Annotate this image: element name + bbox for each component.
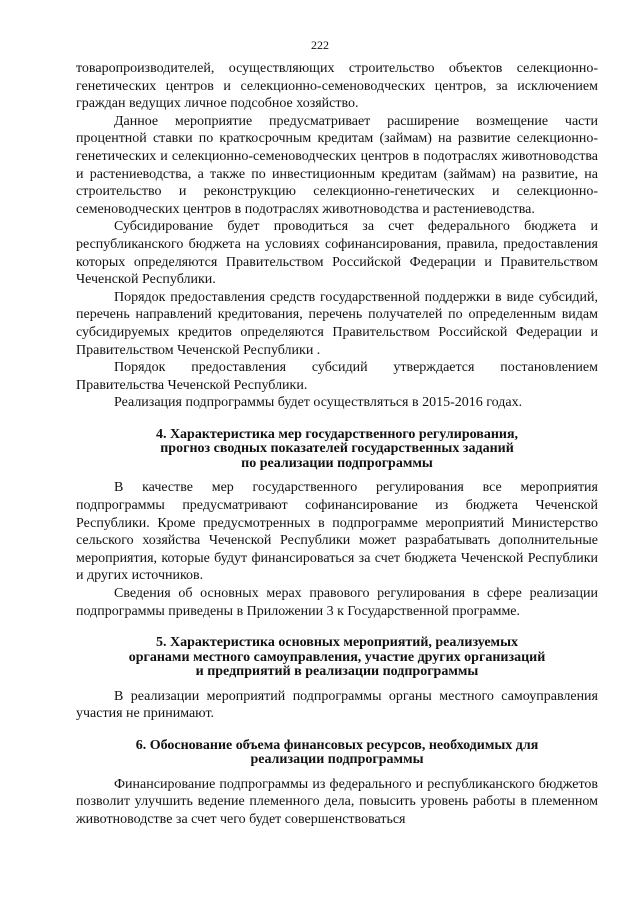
paragraph-financing: Финансирование подпрограммы из федерального и республиканского бюджетов позволит улучшить ведение племенного дела, повысить уровень работы в племенном животноводстве за счет чего будет совершенствоваться [76,776,598,827]
paragraph-continuation: товаропроизводителей, осуществляющих строительство объектов селекционно-генетических центров и селекционно-семеноводческих центров, за исключением граждан ведущих личное подсобное хозяйство. [76,61,598,112]
paragraph-legal-regulation: Сведения об основных мерах правового регулирования в сфере реализации подпрограммы приведены в Приложении 3 к Государственной программе. [76,585,598,619]
section-heading-5: 5. Характеристика основных мероприятий, реализуемых органами местного самоуправления, участие других организаций и предприятий в реализации подпрограммы [128,635,546,680]
document-body [76,60,598,829]
paragraph-subsidy-funding: Субсидирование будет проводиться за счет федерального бюджета и республиканского бюджета на условиях софинансирования, правила, предоставления которых определяются Правительством Российской Федерации и Правительством Чеченской Республики. [76,219,598,288]
paragraph-implementation-period: Реализация подпрограммы будет осуществляться в 2015-2016 годах. [114,395,523,411]
paragraph-local-government: В реализации мероприятий подпрограммы органы местного самоуправления участия не принимают. [76,688,598,722]
paragraph-state-regulation: В качестве мер государственного регулирования все мероприятия подпрограммы предусматривают софинансирование из бюджета Чеченской Республики. Кроме предусмотренных в подпрограмме мероприятий Министерство сельского хозяйства Чеченской Республики может разрабатывать дополнительные мероприятия, которые будут финансироваться за счет бюджета Чеченской Республики и других источников. [76,480,598,584]
paragraph-interest-compensation: Данное мероприятие предусматривает расширение возмещение части процентной ставки по краткосрочным кредитам (займам) на развитие селекционно-генетических и селекционно-семеноводческих центров в подотраслях животноводства и растениеводства, а также по инвестиционным кредитам (займам) на развитие, на строительство и реконструкцию селекционно-генетических и селекционно-семеноводческих центров в подотраслях животноводства и растениеводства. [76,113,598,217]
page-number: 222 [311,38,329,52]
section-heading-6: 6. Обоснование объема финансовых ресурсов, необходимых для реализации подпрограммы [135,737,539,768]
paragraph-support-procedure: Порядок предоставления средств государственной поддержки в виде субсидий, перечень направлений кредитования, перечень получателей по определенным видам субсидируемых кредитов определяются Правительством Российской Федерации и Правительством Чеченской Республики . [76,289,598,358]
section-heading-4: 4. Характеристика мер государственного регулирования, прогноз сводных показателей государственных заданий по реализации подпрограммы [155,426,519,471]
paragraph-subsidy-approval: Порядок предоставления субсидий утверждается постановлением Правительства Чеченской Республики. [76,360,598,393]
